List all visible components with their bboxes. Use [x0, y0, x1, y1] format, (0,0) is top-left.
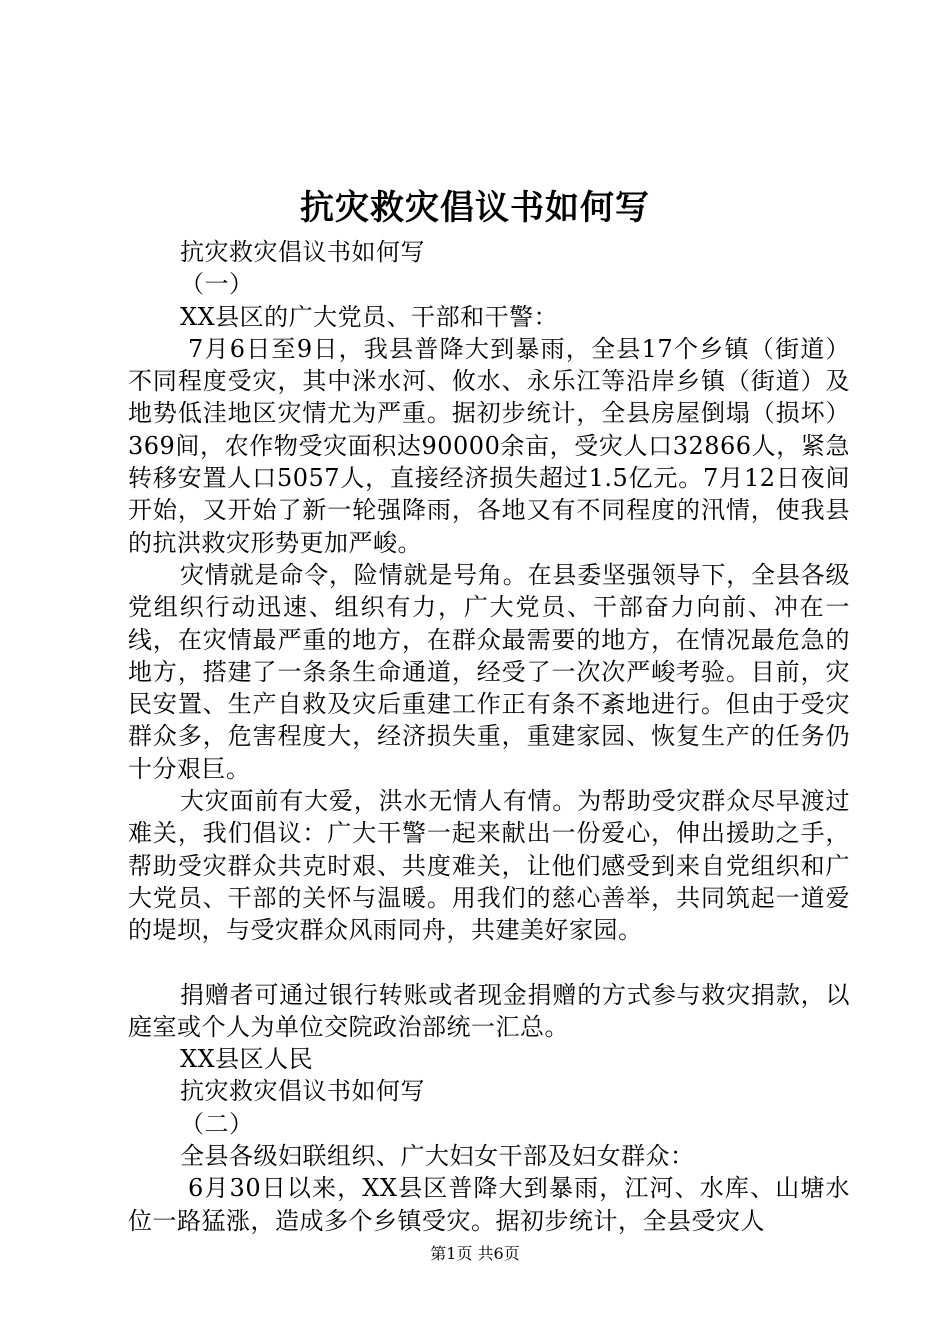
- subtitle-2: 抗灾救灾倡议书如何写: [180, 1077, 425, 1106]
- body-paragraph: 捐赠者可通过银行转账或者现金捐赠的方式参与救灾捐款，以庭室或个人为单位交院政治部统一汇总。: [128, 980, 850, 1041]
- signature: XX县区人民: [180, 1045, 314, 1074]
- salutation-1: XX县区的广大党员、干部和干警：: [180, 302, 559, 331]
- page-footer: 第1页 共6页: [430, 1244, 520, 1263]
- section-number-1: （一）: [180, 270, 254, 299]
- paragraph-gap: [128, 947, 850, 979]
- document-title: 抗灾救灾倡议书如何写: [300, 188, 650, 228]
- salutation-2: 全县各级妇联组织、广大妇女干部及妇女群众：: [180, 1142, 695, 1171]
- section-number-2: （二）: [180, 1109, 254, 1138]
- body-paragraph: 6月30日以来，XX县区普降大到暴雨，江河、水库、山塘水位一路猛涨，造成多个乡镇受灾。据初步统计，全县受灾人: [128, 1174, 850, 1235]
- document-body: [128, 236, 850, 1237]
- body-paragraph: 大灾面前有大爱，洪水无情人有情。为帮助受灾群众尽早渡过难关，我们倡议：广大干警一起来献出一份爱心，伸出援助之手，帮助受灾群众共克时艰、共度难关，让他们感受到来自党组织和广大党员、干部的关怀与温暖。用我们的慈心善举，共同筑起一道爱的堤坝，与受灾群众风雨同舟，共建美好家园。: [128, 787, 850, 945]
- body-paragraph: 7月6日至9日，我县普降大到暴雨，全县17个乡镇（街道）不同程度受灾，其中洣水河、攸水、永乐江等沿岸乡镇（街道）及地势低洼地区灾情尤为严重。据初步统计，全县房屋倒塌（损坏）369间，农作物受灾面积达90000余亩，受灾人口32866人，紧急转移安置人口5057人，直接经济损失超过1.5亿元。7月12日夜间开始，又开始了新一轮强降雨，各地又有不同程度的汛情，使我县的抗洪救灾形势更加严峻。: [128, 334, 850, 557]
- subtitle-1: 抗灾救灾倡议书如何写: [180, 238, 425, 266]
- body-paragraph: 灾情就是命令，险情就是号角。在县委坚强领导下，全县各级党组织行动迅速、组织有力，广大党员、干部奋力向前、冲在一线，在灾情最严重的地方，在群众最需要的地方，在情况最危急的地方，搭建了一条条生命通道，经受了一次次严峻考验。目前，灾民安置、生产自救及灾后重建工作正有条不紊地进行。但由于受灾群众多，危害程度大，经济损失重，重建家园、恢复生产的任务仍十分艰巨。: [128, 560, 850, 783]
